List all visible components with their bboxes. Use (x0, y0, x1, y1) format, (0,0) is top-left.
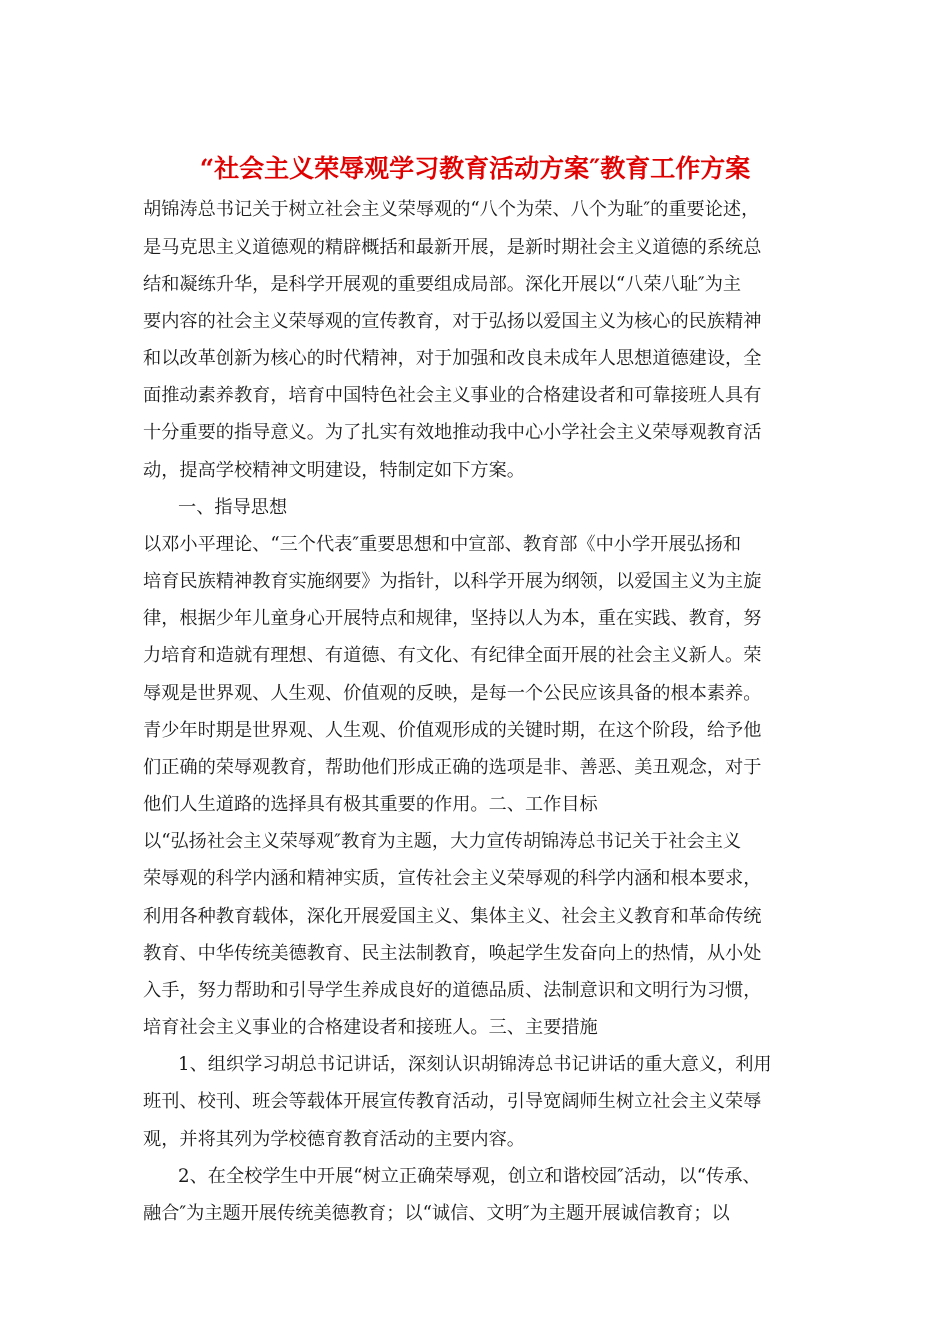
body-line: 青少年时期是世界观、人生观、价值观形成的关键时期，在这个阶段，给予他 (143, 720, 762, 741)
body-line: 2、在全校学生中开展“树立正确荣辱观，创立和谐校园″活动，以“传承、 (178, 1166, 761, 1187)
body-line: 培育民族精神教育实施纲要》为指针，以科学开展为纲领，以爱国主义为主旋 (143, 571, 762, 592)
body-line: 他们人生道路的选择具有极其重要的作用。二、工作目标 (143, 794, 598, 815)
body-line: 们正确的荣辱观教育，帮助他们形成正确的选项是非、善恶、美丑观念，对于 (143, 757, 762, 778)
body-line: 以邓小平理论、“三个代表″重要思想和中宣部、教育部《中小学开展弘扬和 (143, 534, 742, 555)
body-line: 律，根据少年儿童身心开展特点和规律，坚持以人为本，重在实践、教育，努 (143, 608, 762, 629)
body-line: 观，并将其列为学校德育教育活动的主要内容。 (143, 1129, 525, 1150)
body-line: 以“弘扬社会主义荣辱观″教育为主题，大力宣传胡锦涛总书记关于社会主义 (143, 831, 742, 852)
body-line: 面推动素养教育，培育中国特色社会主义事业的合格建设者和可靠接班人具有 (143, 385, 762, 406)
document-title: “社会主义荣辱观学习教育活动方案″教育工作方案 (199, 154, 751, 183)
body-line: 1、组织学习胡总书记讲话，深刻认识胡锦涛总书记讲话的重大意义，利用 (178, 1054, 772, 1075)
body-line: 培育社会主义事业的合格建设者和接班人。三、主要措施 (143, 1017, 598, 1038)
body-line: 利用各种教育载体，深化开展爱国主义、集体主义、社会主义教育和革命传统 (143, 906, 762, 927)
body-line: 入手，努力帮助和引导学生养成良好的道德品质、法制意识和文明行为习惯， (143, 980, 762, 1001)
body-line: 结和凝练升华，是科学开展观的重要组成局部。深化开展以“八荣八耻″为主 (143, 274, 742, 295)
body-line: 班刊、校刊、班会等载体开展宣传教育活动，引导宽阔师生树立社会主义荣辱 (143, 1091, 762, 1112)
body-line: 要内容的社会主义荣辱观的宣传教育，对于弘扬以爱国主义为核心的民族精神 (143, 311, 762, 332)
body-line: 是马克思主义道德观的精辟概括和最新开展，是新时期社会主义道德的系统总 (143, 237, 762, 258)
body-line: 教育、中华传统美德教育、民主法制教育，唤起学生发奋向上的热情，从小处 (143, 943, 762, 964)
body-line: 辱观是世界观、人生观、价值观的反映，是每一个公民应该具备的根本素养。 (143, 683, 762, 704)
body-line: 动，提高学校精神文明建设，特制定如下方案。 (143, 460, 525, 481)
body-line: 力培育和造就有理想、有道德、有文化、有纪律全面开展的社会主义新人。荣 (143, 645, 762, 666)
body-line: 十分重要的指导意义。为了扎实有效地推动我中心小学社会主义荣辱观教育活 (143, 422, 762, 443)
body-line: 和以改革创新为核心的时代精神，对于加强和改良未成年人思想道德建设，全 (143, 348, 762, 369)
body-line: 荣辱观的科学内涵和精神实质，宣传社会主义荣辱观的科学内涵和根本要求， (143, 868, 762, 889)
body-line: 胡锦涛总书记关于树立社会主义荣辱观的“八个为荣、八个为耻″的重要论述， (143, 199, 760, 220)
section-heading: 一、指导思想 (178, 497, 288, 518)
body-line: 融合″为主题开展传统美德教育；以“诚信、文明″为主题开展诚信教育；以 (143, 1203, 730, 1224)
